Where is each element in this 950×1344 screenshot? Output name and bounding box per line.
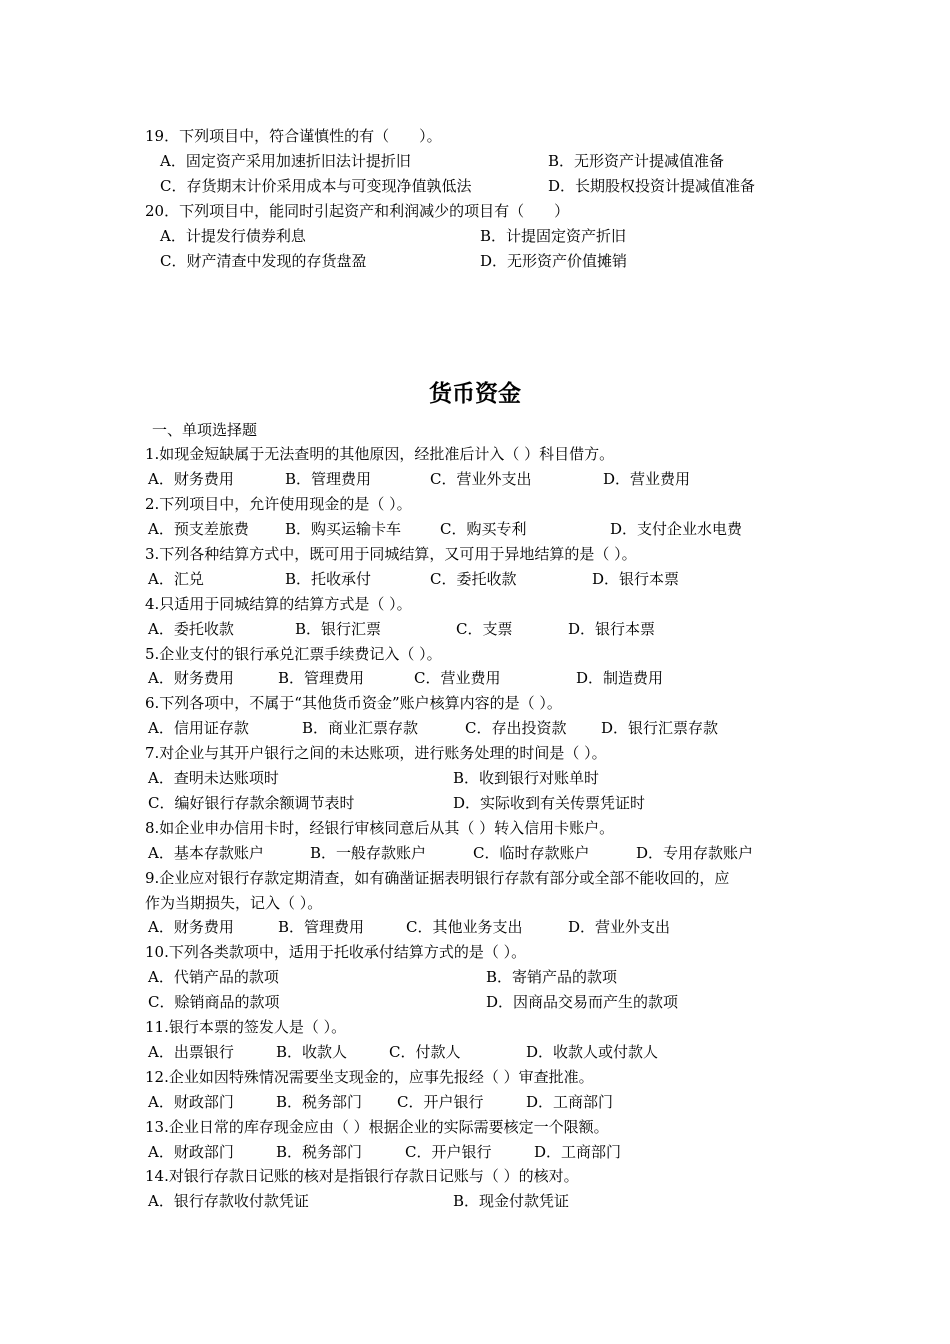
option-a: A．财务费用 <box>148 470 234 488</box>
option-d: D．收款人或付款人 <box>526 1043 659 1061</box>
option-d: D．营业费用 <box>603 470 691 488</box>
option-c: C．其他业务支出 <box>406 918 523 936</box>
question-stem: 9.企业应对银行存款定期清查，如有确凿证据表明银行存款有部分或全部不能收回的，应 <box>145 869 730 887</box>
option-d: D．银行本票 <box>568 620 656 638</box>
option-d: D．营业外支出 <box>568 918 671 936</box>
option-b: B．商业汇票存款 <box>302 719 419 737</box>
question-stem-continued: 作为当期损失，记入（ ）。 <box>145 894 323 912</box>
option-a: A．财务费用 <box>148 669 234 687</box>
option-c: C．临时存款账户 <box>473 844 590 862</box>
option-a: A．银行存款收付款凭证 <box>148 1192 309 1210</box>
option-d: D．因商品交易而产生的款项 <box>486 993 679 1011</box>
option-c: C．开户银行 <box>405 1143 492 1161</box>
option-d: D．专用存款账户 <box>636 844 754 862</box>
option-d: D．银行汇票存款 <box>601 719 719 737</box>
question-stem: 5.企业支付的银行承兑汇票手续费记入（ ）。 <box>145 645 442 663</box>
option-a: A．查明未达账项时 <box>148 769 279 787</box>
option-b: B．一般存款账户 <box>310 844 427 862</box>
option-c: C．财产清查中发现的存货盘盈 <box>160 252 367 270</box>
option-c: C．委托收款 <box>430 570 517 588</box>
option-b: B．无形资产计提减值准备 <box>548 152 725 170</box>
option-c: C．开户银行 <box>397 1093 484 1111</box>
option-b: B．银行汇票 <box>295 620 382 638</box>
option-d: D．长期股权投资计提减值准备 <box>548 177 756 195</box>
question-stem: 4.只适用于同城结算的结算方式是（ ）。 <box>145 595 412 613</box>
question-stem: 14.对银行存款日记账的核对是指银行存款日记账与（ ）的核对。 <box>145 1167 579 1185</box>
question-stem: 2.下列项目中，允许使用现金的是（ ）。 <box>145 495 412 513</box>
question-stem: 19．下列项目中，符合谨慎性的有（ ）。 <box>145 127 442 145</box>
section-subtitle: 一、单项选择题 <box>152 421 258 439</box>
question-stem: 1.如现金短缺属于无法查明的其他原因，经批准后计入（ ）科目借方。 <box>145 445 615 463</box>
question-stem: 10.下列各类款项中，适用于托收承付结算方式的是（ ）。 <box>145 943 527 961</box>
option-a: A．基本存款账户 <box>148 844 264 862</box>
option-a: A．财政部门 <box>148 1143 234 1161</box>
option-d: D．银行本票 <box>592 570 680 588</box>
section-title: 货币资金 <box>429 381 521 407</box>
option-c: C．存出投资款 <box>465 719 567 737</box>
option-b: B．托收承付 <box>285 570 372 588</box>
option-c: C．支票 <box>456 620 513 638</box>
option-b: B．收到银行对账单时 <box>453 769 600 787</box>
option-c: C．营业费用 <box>414 669 501 687</box>
option-a: A．汇兑 <box>148 570 204 588</box>
option-b: B．收款人 <box>276 1043 348 1061</box>
option-a: A．财务费用 <box>148 918 234 936</box>
option-b: B．现金付款凭证 <box>453 1192 570 1210</box>
option-a: A．财政部门 <box>148 1093 234 1111</box>
option-d: D．工商部门 <box>526 1093 614 1111</box>
option-c: C．付款人 <box>389 1043 461 1061</box>
question-stem: 8.如企业申办信用卡时，经银行审核同意后从其（ ）转入信用卡账户。 <box>145 819 615 837</box>
option-c: C．赊销商品的款项 <box>148 993 280 1011</box>
option-b: B．税务部门 <box>276 1093 363 1111</box>
option-a: A．代销产品的款项 <box>148 968 279 986</box>
option-c: C．购买专利 <box>440 520 527 538</box>
question-stem: 6.下列各项中，不属于“其他货币资金”账户核算内容的是（ ）。 <box>145 694 562 712</box>
option-b: B．税务部门 <box>276 1143 363 1161</box>
question-stem: 3.下列各种结算方式中，既可用于同城结算，又可用于异地结算的是（ ）。 <box>145 545 637 563</box>
option-b: B．管理费用 <box>278 669 365 687</box>
option-d: D．支付企业水电费 <box>610 520 743 538</box>
option-b: B．寄销产品的款项 <box>486 968 618 986</box>
option-a: A．出票银行 <box>148 1043 234 1061</box>
question-stem: 20．下列项目中，能同时引起资产和利润减少的项目有（ ） <box>145 202 570 220</box>
option-d: D．无形资产价值摊销 <box>480 252 628 270</box>
option-b: B．管理费用 <box>285 470 372 488</box>
option-b: B．管理费用 <box>278 918 365 936</box>
question-stem: 13.企业日常的库存现金应由（ ）根据企业的实际需要核定一个限额。 <box>145 1118 609 1136</box>
option-a: A．信用证存款 <box>148 719 249 737</box>
option-d: D．实际收到有关传票凭证时 <box>453 794 646 812</box>
question-stem: 11.银行本票的签发人是（ ）。 <box>145 1018 347 1036</box>
question-stem: 12.企业如因特殊情况需要坐支现金的，应事先报经（ ）审查批准。 <box>145 1068 594 1086</box>
question-stem: 7.对企业与其开户银行之间的未达账项，进行账务处理的时间是（ ）。 <box>145 744 607 762</box>
option-a: A．预支差旅费 <box>148 520 249 538</box>
option-a: A．计提发行债券利息 <box>160 227 306 245</box>
option-d: D．制造费用 <box>576 669 664 687</box>
option-a: A．委托收款 <box>148 620 234 638</box>
option-c: C．存货期末计价采用成本与可变现净值孰低法 <box>160 177 472 195</box>
option-a: A．固定资产采用加速折旧法计提折旧 <box>160 152 411 170</box>
option-c: C．编好银行存款余额调节表时 <box>148 794 355 812</box>
option-b: B．计提固定资产折旧 <box>480 227 627 245</box>
option-d: D．工商部门 <box>534 1143 622 1161</box>
option-b: B．购买运输卡车 <box>285 520 402 538</box>
option-c: C．营业外支出 <box>430 470 532 488</box>
